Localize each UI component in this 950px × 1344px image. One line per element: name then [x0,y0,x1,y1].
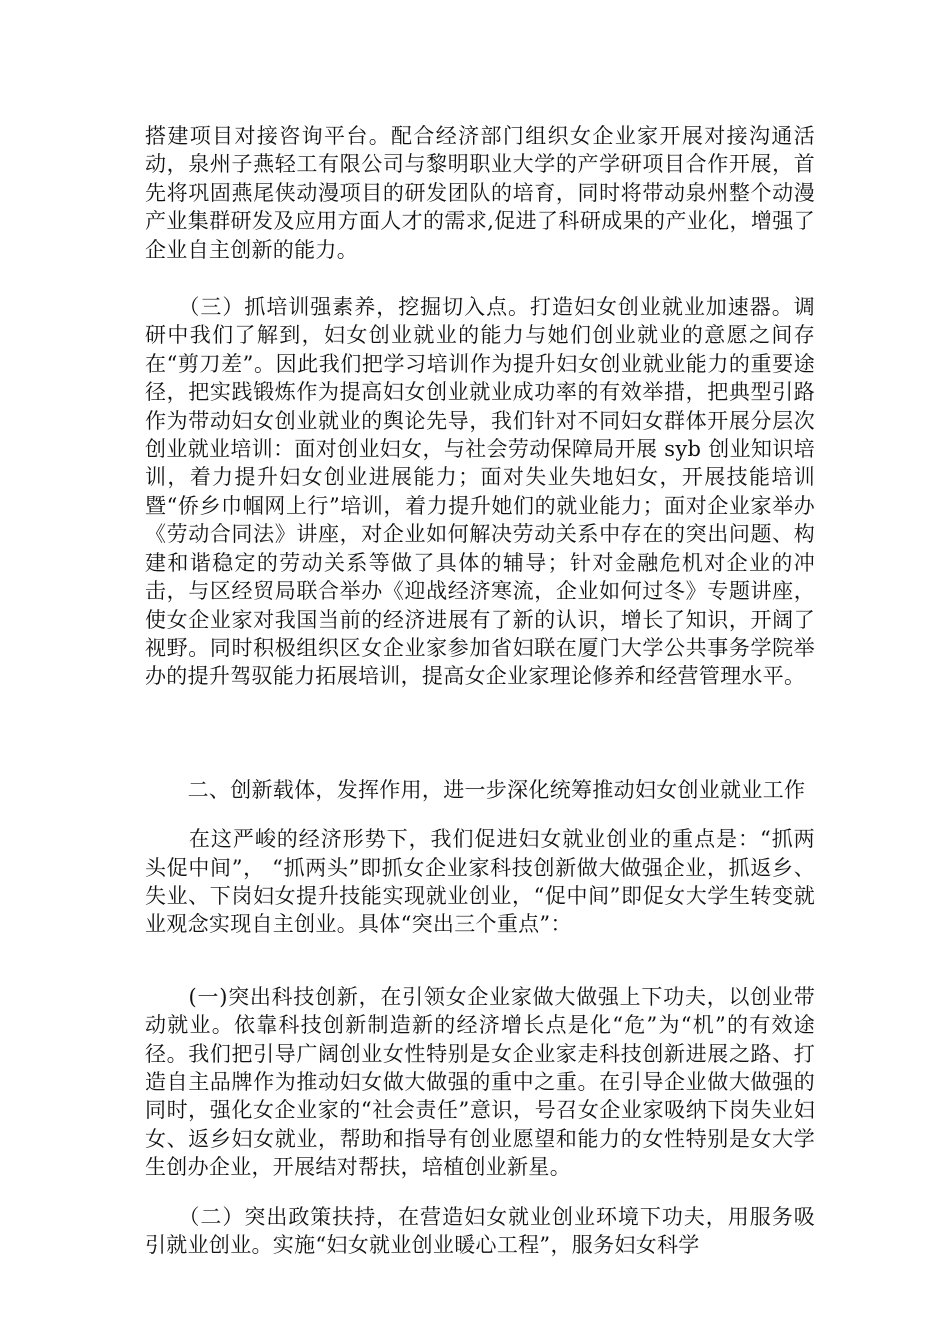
paragraph-gap [145,804,815,825]
paragraph-5: （二）突出政策扶持，在营造妇女就业创业环境下功夫，用服务吸引就业创业。实施“妇女就业创业暖心工程”，服务妇女科学 [145,1204,815,1257]
paragraph-gap [145,264,815,293]
paragraph-4: (一)突出科技创新，在引领女企业家做大做强上下功夫，以创业带动就业。依靠科技创新制造新的经济增长点是化“危”为“机”的有效途径。我们把引导广阔创业女性特别是女企业家走科技创新进展之路、打造自主品牌作为推动妇女做大做强的重中之重。在引导企业做大做强的同时，强化女企业家的“社会责任”意识，号召女企业家吸纳下岗失业妇女、返乡妇女就业，帮助和指导有创业愿望和能力的女性特别是女大学生创办企业，开展结对帮扶，培植创业新星。 [145,984,815,1180]
paragraph-2: （三）抓培训强素养，挖掘切入点。打造妇女创业就业加速器。调研中我们了解到，妇女创业就业的能力与她们创业就业的意愿之间存在“剪刀差”。因此我们把学习培训作为提升妇女创业就业能力的重要途径，把实践锻炼作为提高妇女创业就业成功率的有效举措，把典型引路作为带动妇女创业就业的舆论先导，我们针对不同妇女群体开展分层次创业就业培训：面对创业妇女，与社会劳动保障局开展 syb 创业知识培训，着力提升妇女创业进展能力；面对失业失地妇女，开展技能培训暨“侨乡巾帼网上行”培训，着力提升她们的就业能力；面对企业家举办《劳动合同法》讲座，对企业如何解决劳动关系中存在的突出问题、构建和谐稳定的劳动关系等做了具体的辅导；针对金融危机对企业的冲击，与区经贸局联合举办《迎战经济寒流，企业如何过冬》专题讲座，使女企业家对我国当前的经济进展有了新的认识，增长了知识，开阔了视野。同时积极组织区女企业家参加省妇联在厦门大学公共事务学院举办的提升驾驭能力拓展培训，提高女企业家理论修养和经营管理水平。 [145,295,815,689]
paragraph-gap [145,1182,815,1203]
section-heading: 二、创新载体，发挥作用，进一步深化统筹推动妇女创业就业工作 [145,777,806,802]
paragraph-gap [145,747,815,776]
paragraph-3: 在这严峻的经济形势下，我们促进妇女就业创业的重点是：“抓两头促中间”， “抓两头”即抓女企业家科技创新做大做强企业，抓返乡、失业、下岗妇女提升技能实现就业创业，“促中间”即促女大学生转变就业观念实现自主创业。具体“突出三个重点”： [145,827,815,937]
paragraph-gap [145,691,815,747]
paragraph-gap [145,939,815,983]
paragraph-1: 搭建项目对接咨询平台。配合经济部门组织女企业家开展对接沟通活动，泉州子燕轻工有限公司与黎明职业大学的产学研项目合作开展，首先将巩固燕尾侠动漫项目的研发团队的培育，同时将带动泉州整个动漫产业集群研发及应用方面人才的需求,促进了科研成果的产业化，增强了企业自主创新的能力。 [145,124,815,262]
document-body [145,122,815,1259]
